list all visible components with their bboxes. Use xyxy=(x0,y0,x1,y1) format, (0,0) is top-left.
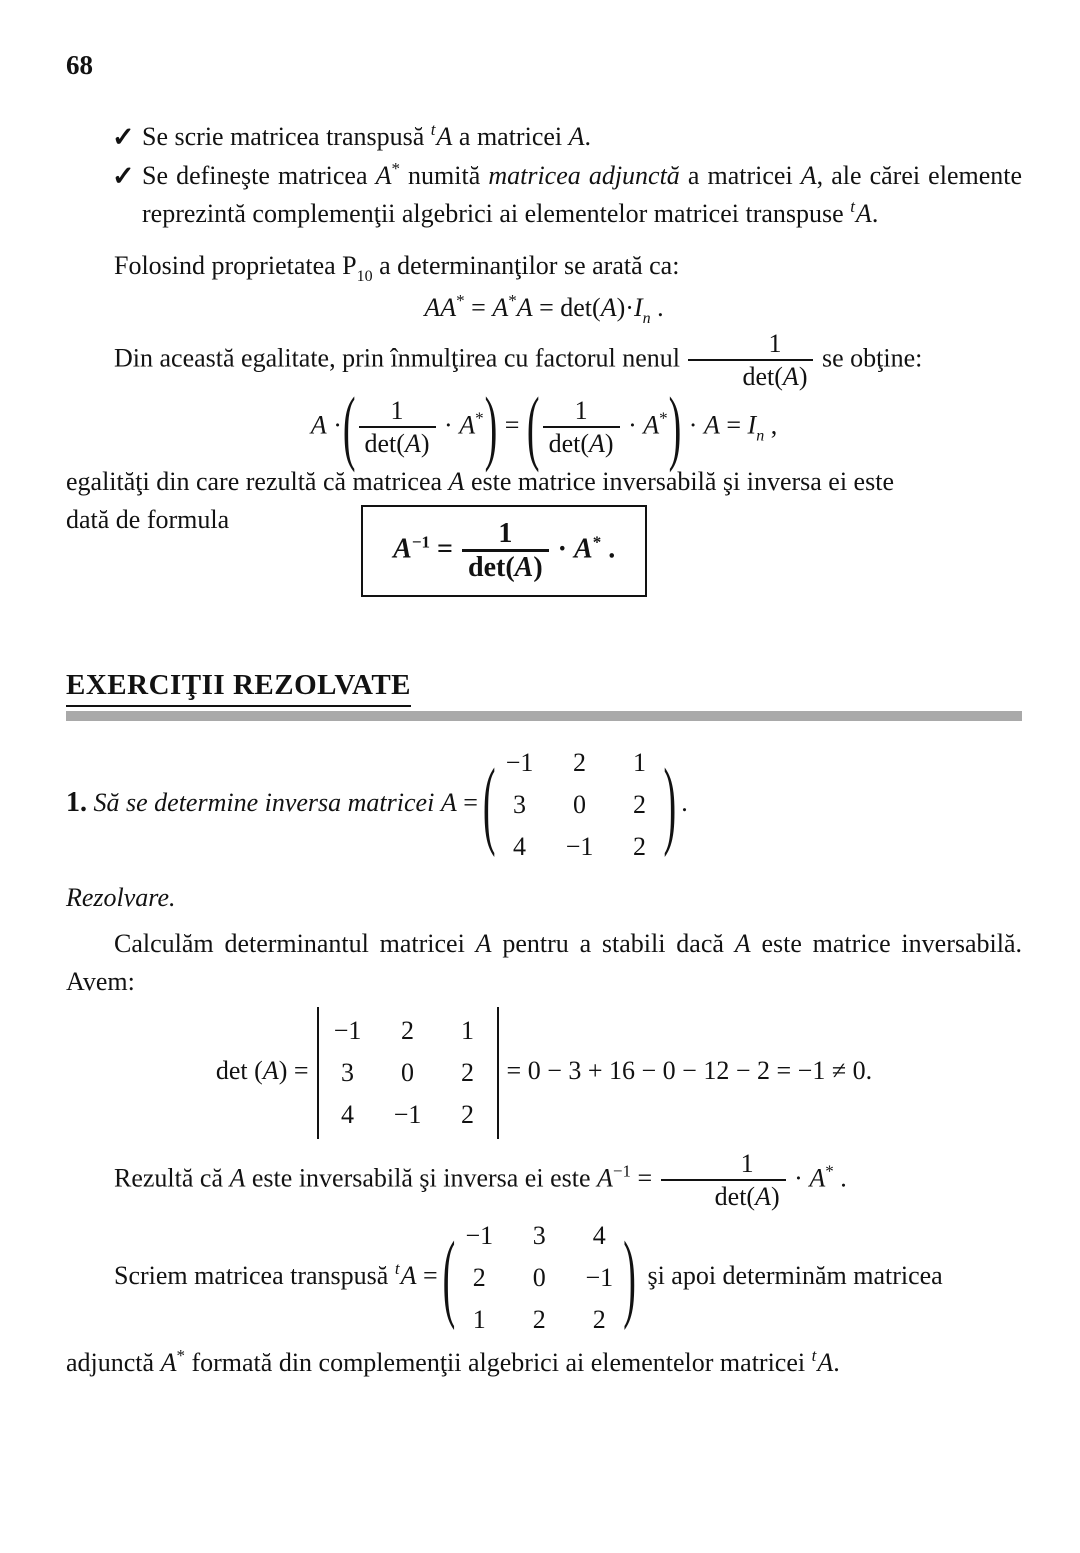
text-run: . xyxy=(657,293,664,322)
matrix-cell: 4 xyxy=(341,1100,355,1129)
paren: ) xyxy=(533,552,543,583)
det-label: det xyxy=(468,552,506,583)
var-A: A xyxy=(448,467,465,496)
var-A: A xyxy=(568,122,585,151)
fraction-one-over-detA xyxy=(686,329,815,392)
superscript-minus-1: −1 xyxy=(612,1161,631,1181)
pre-superscript-t: t xyxy=(394,1258,400,1278)
text-run: Rezultă că xyxy=(114,1163,223,1193)
var-A: A xyxy=(817,1348,834,1377)
heading-separator-bar xyxy=(66,711,1022,721)
italic-term: matricea adjunctă xyxy=(488,161,680,190)
paren: ( xyxy=(580,429,589,458)
matrix-cell: 2 xyxy=(532,1305,546,1334)
var-A: A xyxy=(514,552,534,583)
text-run: . xyxy=(871,199,879,228)
matrix-cell: 2 xyxy=(461,1058,475,1087)
det-label: det ( xyxy=(215,1055,263,1085)
var-A: A xyxy=(459,410,476,440)
matrix-cell: 4 xyxy=(513,832,527,861)
matrix-grid xyxy=(317,1007,499,1139)
operator: ) = xyxy=(278,1055,309,1085)
var-A: A xyxy=(643,410,660,440)
matrix-cell: 2 xyxy=(573,748,587,777)
equation-identity xyxy=(66,289,1022,327)
matrix-cell: −1 xyxy=(333,1016,362,1045)
denominator xyxy=(359,426,436,459)
matrix-cell: 1 xyxy=(633,748,647,777)
matrix-cell: 3 xyxy=(513,790,527,819)
page-number: 68 xyxy=(66,50,93,80)
text-run: . xyxy=(584,122,592,151)
text-run: Din această egalitate, prin înmulţirea cu factorul nenul xyxy=(114,343,680,373)
text-run: este matrice inversabilă şi inversa ei este xyxy=(470,467,894,496)
operator: · xyxy=(688,410,698,440)
fraction-one-over-detA xyxy=(357,396,438,459)
matrix-cell: −1 xyxy=(585,1263,614,1292)
checklist xyxy=(112,118,1022,233)
list-item xyxy=(112,157,1022,233)
rezolvare-label: Rezolvare. xyxy=(66,883,176,912)
var-I: I xyxy=(747,410,757,440)
paren: ( xyxy=(505,552,515,583)
text-run: Se scrie matricea transpusă xyxy=(142,122,425,151)
var-A: A xyxy=(310,410,327,440)
checkmark-icon: ✓ xyxy=(112,161,135,191)
text-run: dată de formula xyxy=(66,505,230,534)
matrix-cell: 1 xyxy=(461,1016,475,1045)
var-A: A xyxy=(440,787,457,817)
matrix-cell: 2 xyxy=(461,1100,475,1129)
text-run: . xyxy=(840,1163,847,1193)
denominator xyxy=(661,1179,786,1212)
paren: ( xyxy=(746,1182,756,1211)
var-A: A xyxy=(475,929,492,958)
text-run: Scriem matricea transpusă xyxy=(114,1260,389,1290)
matrix-cell: −1 xyxy=(565,832,594,861)
paren: ) xyxy=(616,293,626,322)
matrix-right-paren: ) xyxy=(623,1223,636,1333)
matrix-cell: −1 xyxy=(505,748,534,777)
matrix-cell: 0 xyxy=(401,1058,415,1087)
pre-superscript-t: t xyxy=(850,197,855,216)
text-run: a matricei xyxy=(458,122,563,151)
big-right-paren: ) xyxy=(484,381,498,474)
text-run: pentru a stabili dacă xyxy=(502,929,724,958)
numerator: 1 xyxy=(498,518,513,549)
matrix-cell: −1 xyxy=(465,1221,494,1250)
det-label: det xyxy=(742,362,775,391)
matrix-left-paren: ( xyxy=(442,1223,456,1333)
matrix-grid xyxy=(456,1218,622,1338)
superscript-star: * xyxy=(659,408,668,428)
pre-superscript-t: t xyxy=(811,1346,817,1365)
checklist-item-2 xyxy=(142,157,1022,233)
matrix-right-paren: ) xyxy=(663,750,677,860)
var-A: A xyxy=(492,293,509,322)
operator: = det xyxy=(539,293,593,322)
operator: · xyxy=(557,533,568,565)
operator: · xyxy=(628,410,637,440)
matrix-cell: 2 xyxy=(633,832,647,861)
var-A: A xyxy=(755,1182,771,1211)
exercise-text: Să se determine inversa matricei xyxy=(93,787,435,817)
paren: ) xyxy=(798,362,808,391)
superscript-star: * xyxy=(176,1346,185,1365)
var-A: A xyxy=(782,362,799,391)
det-label: det xyxy=(548,429,581,458)
formula-row xyxy=(66,501,1022,597)
fraction-one-over-detA xyxy=(541,396,622,459)
big-left-paren: ( xyxy=(342,381,356,474)
det-label: det xyxy=(714,1182,747,1211)
text-run: este inversabilă şi inversa ei este xyxy=(251,1163,591,1193)
operator: · xyxy=(625,293,634,322)
var-A: A xyxy=(589,429,605,458)
text-run: . xyxy=(608,533,616,565)
section-heading: EXERCIŢII REZOLVATE xyxy=(66,669,411,707)
paren: ( xyxy=(774,362,783,391)
operator: = xyxy=(726,410,742,440)
list-item xyxy=(112,118,1022,156)
operator: = xyxy=(437,533,453,565)
text-run: numită xyxy=(408,161,481,190)
text-run: adjunctă xyxy=(66,1348,155,1377)
matrix-cell: 3 xyxy=(341,1058,355,1087)
var-A: A xyxy=(160,1348,177,1377)
text-run: Folosind proprietatea P xyxy=(114,251,357,280)
paragraph-rezulta xyxy=(66,1149,1022,1212)
paren: ( xyxy=(396,429,405,458)
text-run: , ale cărei elemente reprezintă complemenţii algebrici ai elementelor matricei transpuse xyxy=(142,161,1023,228)
matrix-transposed-A xyxy=(442,1218,637,1338)
paragraph-scriem xyxy=(114,1218,1022,1338)
matrix-cell: −1 xyxy=(393,1100,422,1129)
superscript-star: * xyxy=(825,1161,834,1181)
text-run: se obţine: xyxy=(821,343,923,373)
var-A: A xyxy=(597,1163,613,1193)
paren: ( xyxy=(592,293,601,322)
var-A: A xyxy=(400,1260,417,1290)
var-I: I xyxy=(633,293,643,322)
superscript-star: * xyxy=(475,408,484,428)
matrix-grid xyxy=(497,745,663,865)
det-label: det xyxy=(364,429,397,458)
operator: = xyxy=(637,1163,653,1193)
var-A: A xyxy=(800,161,817,190)
operator: = xyxy=(463,787,478,817)
denominator xyxy=(543,426,620,459)
equation-determinant xyxy=(66,1007,1022,1139)
var-A: A xyxy=(393,533,412,565)
var-A: A xyxy=(375,161,392,190)
operator: = xyxy=(504,410,520,440)
text-run: , xyxy=(770,410,778,440)
paragraph-egalitati xyxy=(66,463,1022,501)
exercise-1 xyxy=(66,745,1022,865)
var-A: A xyxy=(734,929,751,958)
paragraph-adjuncta xyxy=(66,1344,1022,1382)
var-A: A xyxy=(229,1163,246,1193)
text-run: . xyxy=(681,787,688,817)
numerator: 1 xyxy=(390,396,404,425)
math-run: AA xyxy=(424,293,457,322)
big-left-paren: ( xyxy=(526,381,540,474)
numerator: 1 xyxy=(574,396,588,425)
superscript-star: * xyxy=(456,291,465,310)
operator: = xyxy=(471,293,486,322)
matrix-cell: 0 xyxy=(532,1263,546,1292)
operator: · xyxy=(444,410,453,440)
fraction-one-over-detA xyxy=(659,1149,788,1212)
matrix-A xyxy=(482,745,677,865)
var-A: A xyxy=(404,429,421,458)
paragraph-calculam xyxy=(66,925,1022,1001)
numerator: 1 xyxy=(740,1149,754,1178)
var-A: A xyxy=(574,533,593,565)
superscript-star: * xyxy=(592,532,602,552)
text-run: formată din complemenţii algebrici ai elementelor matricei xyxy=(191,1348,806,1377)
subscript-n: n xyxy=(756,427,765,445)
paragraph-folosind xyxy=(66,247,1022,285)
section-exercitii xyxy=(66,667,1022,721)
var-A: A xyxy=(809,1163,826,1193)
paren: ) xyxy=(770,1182,780,1211)
operator: · xyxy=(333,410,342,440)
text-run: egalităţi din care rezultă că matricea xyxy=(66,467,443,496)
text-run: a determinanţilor se arată ca: xyxy=(379,251,680,280)
operator: = xyxy=(422,1260,438,1290)
var-A: A xyxy=(600,293,617,322)
matrix-cell: 2 xyxy=(472,1263,486,1292)
fraction-one-over-detA xyxy=(460,519,551,583)
matrix-left-paren: ( xyxy=(482,750,496,860)
determinant-matrix xyxy=(317,1007,499,1139)
inverse-formula-box xyxy=(361,505,647,597)
paragraph-din xyxy=(66,329,1022,392)
text-run: Calculăm determinantul matricei xyxy=(114,929,465,958)
math-run: = 0 − 3 + 16 − 0 − 12 − 2 = −1 ≠ 0. xyxy=(506,1055,873,1085)
exercise-number: 1. xyxy=(66,786,87,818)
operator: · xyxy=(794,1163,803,1193)
checkmark-icon: ✓ xyxy=(112,122,135,152)
subscript-n: n xyxy=(642,310,651,327)
var-A: A xyxy=(436,122,453,151)
paren: ) xyxy=(420,429,430,458)
matrix-cell: 2 xyxy=(401,1016,415,1045)
denominator xyxy=(462,549,549,583)
matrix-cell: 0 xyxy=(573,790,587,819)
big-right-paren: ) xyxy=(668,381,682,474)
var-A: A xyxy=(703,410,720,440)
text-run: . xyxy=(833,1348,840,1377)
denominator xyxy=(688,359,813,392)
var-A: A xyxy=(855,199,872,228)
checklist-item-1 xyxy=(142,118,1022,156)
paren: ) xyxy=(604,429,614,458)
text-run: a matricei xyxy=(687,161,793,190)
var-A: A xyxy=(262,1055,279,1085)
matrix-cell: 3 xyxy=(532,1221,546,1250)
numerator: 1 xyxy=(768,329,782,358)
matrix-cell: 2 xyxy=(633,790,647,819)
text-run: şi apoi determinăm matricea xyxy=(647,1260,943,1290)
text-run: este matrice inversabilă. Avem: xyxy=(66,929,1022,996)
matrix-cell: 1 xyxy=(472,1305,486,1334)
matrix-cell: 4 xyxy=(592,1221,606,1250)
equation-product xyxy=(66,381,1022,474)
superscript-minus-1: −1 xyxy=(411,532,431,552)
var-A: A xyxy=(516,293,533,322)
matrix-cell: 2 xyxy=(592,1305,606,1334)
superscript-star: * xyxy=(391,159,400,178)
superscript-star: * xyxy=(508,291,517,310)
text-run: Se defineşte matricea xyxy=(142,161,368,190)
pre-superscript-t: t xyxy=(430,120,436,139)
subscript-10: 10 xyxy=(356,268,373,285)
